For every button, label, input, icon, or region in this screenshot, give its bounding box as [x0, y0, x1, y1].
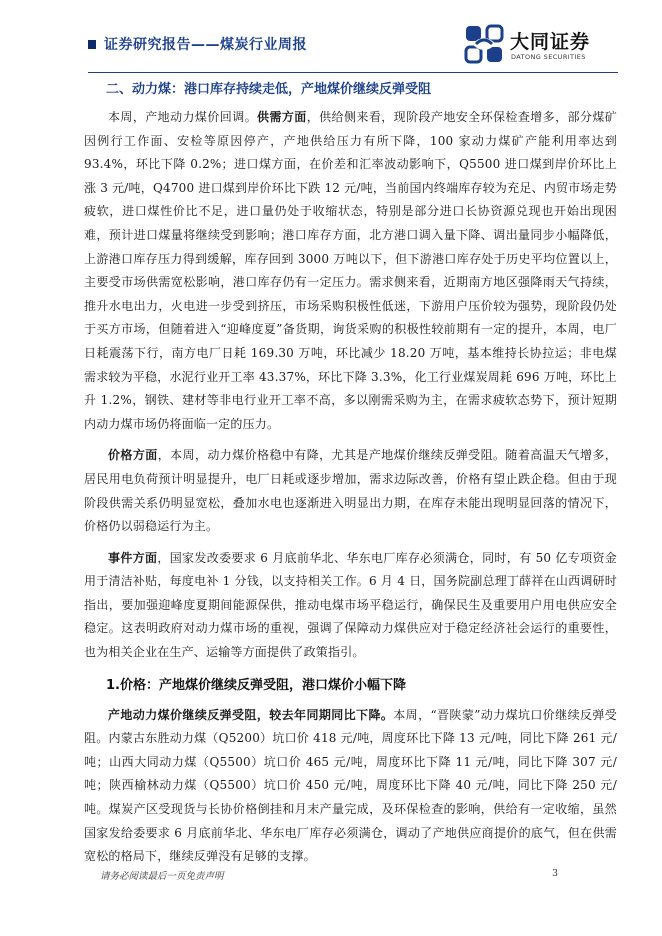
page-footer: [100, 868, 558, 884]
paragraph-lead: 事件方面: [108, 550, 158, 565]
logo-chinese-name: 大同证券: [510, 31, 591, 53]
datong-logo-icon: [464, 24, 504, 64]
paragraph-lead: 价格方面: [108, 448, 158, 463]
logo-english-name: DATONG SECURITIES: [511, 53, 586, 61]
report-title: 证券研究报告——煤炭行业周报: [104, 37, 307, 53]
paragraph-lead: 供需方面: [257, 110, 307, 124]
paragraph-intro: 本周，产地动力煤价回调。: [108, 110, 258, 124]
supply-demand-paragraph: [84, 106, 617, 436]
paragraph-body: ，供给侧来看，现阶段产地安全环保检查增多，部分煤矿因例行工作面、安检等原因停产，产地供给压力有所下降，100 家动力煤矿产能利用率达到 93.4%，环比下降 0.2%；进口煤方面，在价差和汇率波动影响下，Q5500 进口煤到岸价环比上涨 3 元/吨，Q4700 进口煤到岸价环比下跌 12 元/吨，当前国内终端库存较为充足、内贸市场走势疲软，进口煤性价比不足，进口量仍处于收缩状态，特别是部分进口长协资源兑现也开始出现困难，预计进口煤量将继续受到影响；港口库存方面，北方港口调入量下降、调出量同步小幅降低，上游港口库存压力得到缓解，库存回到 3000 万吨以下，但下游港口库存处于历史平均位置以上，主要受市场供需宽松影响，港口库存仍有一定压力。需求侧来看，近期南方地区强降雨天气持续，推升水电出力，火电进一步受到挤压，市场采购积极性低迷，下游用户压价较为强势，现阶段仍处于买方市场，但随着进入“迎峰度夏”备货期，询货采购的积极性较前期有一定的提升，本周，电厂日耗震荡下行，南方电厂日耗 169.30 万吨，环比减少 18.20 万吨，基本维持长协拉运；非电煤需求较为平稳，水泥行业开工率 43.37%，环比下降 3.3%，化工行业煤炭周耗 696 万吨，环比上升 1.2%，钢铁、建材等非电行业开工率不高，多以刚需采购为主，在需求疲软态势下，预计短期内动力煤市场仍将面临一定的压力。: [84, 110, 617, 431]
header-square-icon: [88, 40, 96, 49]
company-logo: [464, 24, 618, 64]
section-heading: 二、动力煤：港口库存持续走低，产地煤价继续反弹受阻: [106, 82, 432, 97]
disclaimer-note: 请务必阅读最后一页免责声明: [100, 871, 224, 882]
origin-price-paragraph: [84, 704, 617, 869]
header-divider: [88, 72, 618, 73]
price-aspect-paragraph: [84, 444, 617, 538]
page-header: [88, 22, 618, 70]
paragraph-body: ，本周，动力煤价格稳中有降，尤其是产地煤价继续反弹受阻。随着高温天气增多，居民用电负荷预计明显提升，电厂日耗或逐步增加，需求边际改善，价格有望止跌企稳。但由于现阶段供需关系仍明显宽松，叠加水电也逐渐进入明显出力期，在库存未能出现明显回落的情况下，价格仍以弱稳运行为主。: [84, 448, 617, 534]
page-number: 3: [551, 868, 558, 879]
event-aspect-paragraph: [84, 547, 617, 665]
paragraph-lead: 产地动力煤价继续反弹受阻，较去年同期同比下降。: [108, 707, 394, 722]
report-body: [84, 80, 617, 878]
paragraph-body: 本周，“晋陕蒙”动力煤坑口价继续反弹受阻。内蒙古东胜动力煤（Q5200）坑口价 418 元/吨，周度环比下降 13 元/吨，同比下降 261 元/吨；山西大同动力煤（Q5500）坑口价 465 元/吨，周度环比下降 11 元/吨，同比下降 307 元/吨；陕西榆林动力煤（Q5500）坑口价 450 元/吨，周度环比下降 40 元/吨，同比下降 250 元/吨。煤炭产区受现货与长协价格倒挂和月末产量完成，及环保检查的影响，供给有一定收缩，虽然国家发给委要求 6 月底前华北、华东电厂库存必须满仓，调动了产地供应商提价的底气，但在供需宽松的格局下，继续反弹没有足够的支撑。: [84, 707, 617, 864]
subsection-heading: 1.价格：产地煤价继续反弹受阻，港口煤价小幅下降: [106, 677, 406, 693]
paragraph-body: ，国家发改委要求 6 月底前华北、华东电厂库存必须满仓，同时，有 50 亿专项资金用于清洁补贴，每度电补 1 分钱，以支持相关工作。6 月 4 日，国务院副总理丁薛祥在山西调研时指出，要加强迎峰度夏期间能源保供，推动电煤市场平稳运行，确保民生及重要用户用电供应安全稳定。这表明政府对动力煤市场的重视，强调了保障动力煤供应对于稳定经济社会运行的重要性，也为相关企业在生产、运输等方面提供了政策指引。: [84, 550, 617, 660]
